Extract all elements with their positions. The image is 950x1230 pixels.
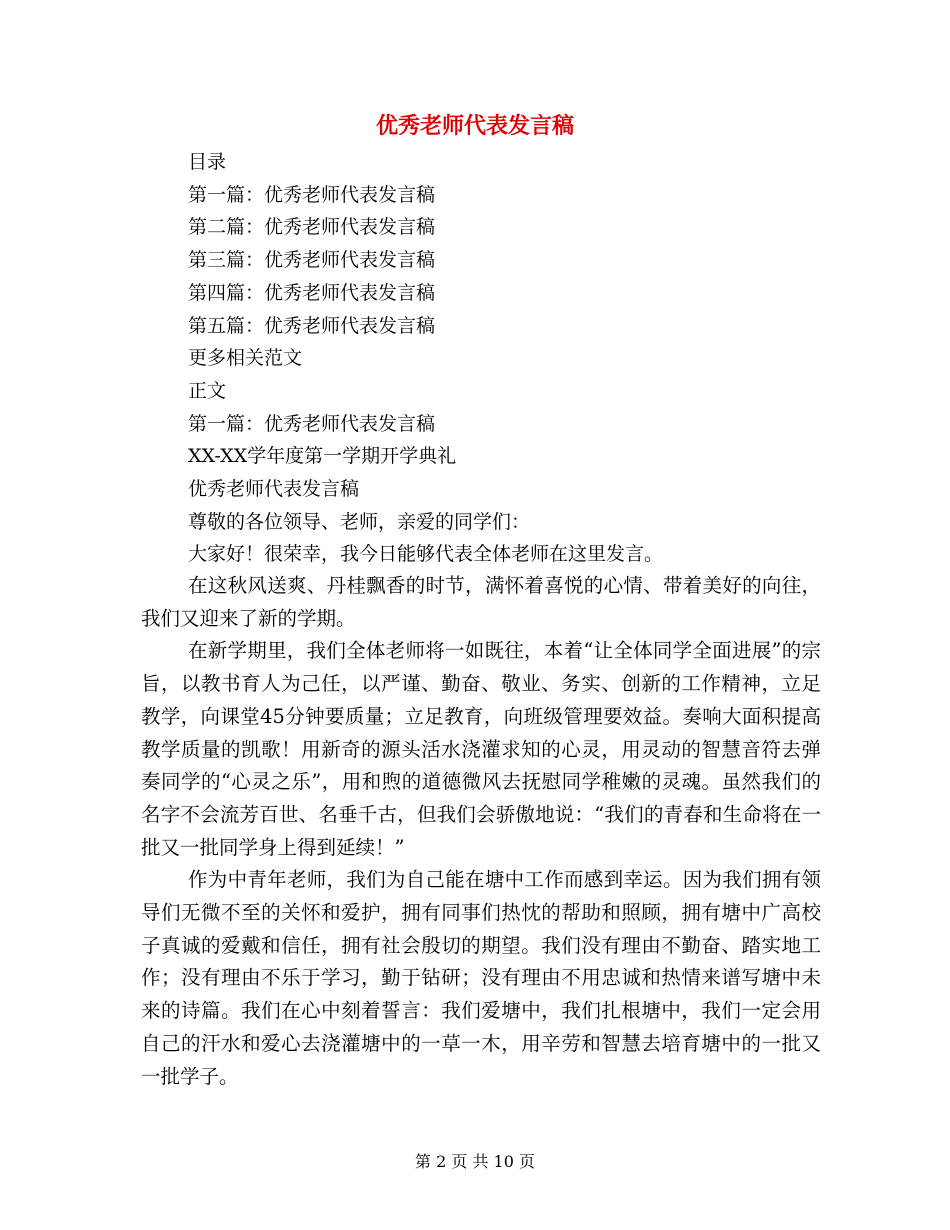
toc-line: 更多相关范文 xyxy=(188,347,303,370)
toc-line: 第三篇：优秀老师代表发言稿 xyxy=(188,249,436,272)
toc-line: 尊敬的各位领导、老师，亲爱的同学们： xyxy=(188,510,531,533)
toc-line: 第五篇：优秀老师代表发言稿 xyxy=(188,314,436,337)
toc-line: 目录 xyxy=(188,151,227,173)
body-text xyxy=(141,570,821,1093)
toc-line: 第一篇：优秀老师代表发言稿 xyxy=(188,412,436,435)
paragraph: 作为中青年老师，我们为自己能在塘中工作而感到幸运。因为我们拥有领导们无微不至的关怀和爱护，拥有同事们热忱的帮助和照顾，拥有塘中广高校子真诚的爱戴和信任，拥有社会殷切的期望。我们没有理由不勤奋、踏实地工作；没有理由不乐于学习，勤于钻研；没有理由不用忠诚和热情来谱写塘中未来的诗篇。我们在心中刻着誓言：我们爱塘中，我们扎根塘中，我们一定会用自己的汗水和爱心去浇灌塘中的一草一木，用辛劳和智慧去培育塘中的一批又一批学子。 xyxy=(141,868,821,1088)
paragraph: 在新学期里，我们全体老师将一如既往，本着“让全体同学全面进展”的宗旨，以教书育人为己任，以严谨、勤奋、敬业、务实、创新的工作精神，立足教学，向课堂45分钟要质量；立足教育，向班级管理要效益。奏响大面积提高教学质量的凯歌！用新奇的源头活水浇灌求知的心灵，用灵动的智慧音符去弹奏同学的“心灵之乐”，用和煦的道德微风去抚慰同学稚嫩的灵魂。虽然我们的名字不会流芳百世、名垂千古，但我们会骄傲地说：“我们的青春和生命将在一批又一批同学身上得到延续！” xyxy=(141,639,821,859)
page-title: 优秀老师代表发言稿 xyxy=(375,113,574,139)
toc-line: 第四篇：优秀老师代表发言稿 xyxy=(188,281,436,304)
table-of-contents xyxy=(188,146,828,571)
page-footer: 第 2 页 共 10 页 xyxy=(415,1152,535,1171)
toc-line: XX-XX学年度第一学期开学典礼 xyxy=(188,445,457,468)
toc-line: 第二篇：优秀老师代表发言稿 xyxy=(188,216,436,239)
toc-line: 正文 xyxy=(188,379,227,402)
toc-line: 大家好！很荣幸，我今日能够代表全体老师在这里发言。 xyxy=(188,543,664,566)
toc-line: 优秀老师代表发言稿 xyxy=(188,478,360,501)
paragraph: 在这秋风送爽、丹桂飘香的时节，满怀着喜悦的心情、带着美好的向往，我们又迎来了新的学期。 xyxy=(141,574,821,630)
toc-line: 第一篇：优秀老师代表发言稿 xyxy=(188,183,436,206)
